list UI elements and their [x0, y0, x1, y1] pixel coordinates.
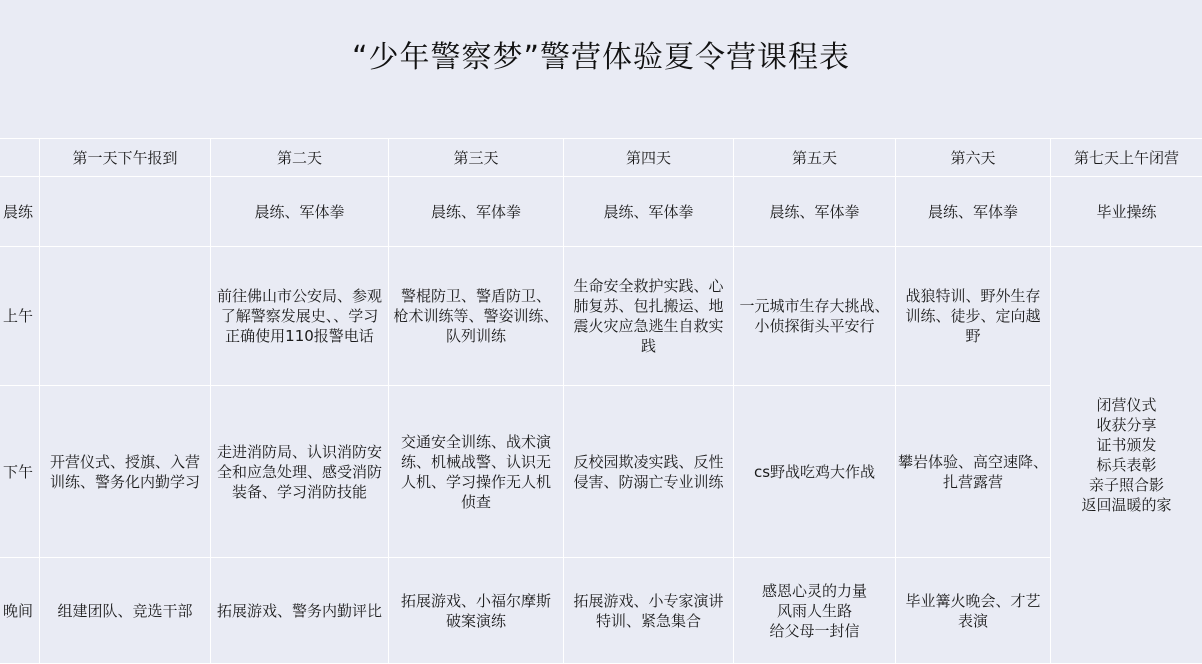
table-cell: 交通安全训练、战术演 练、机械战警、认识无 人机、学习操作无人机 侦查: [389, 386, 564, 558]
table-cell: 反校园欺凌实践、反性 侵害、防溺亡专业训练: [564, 386, 734, 558]
closing-ceremony-cell: 闭营仪式 收获分享 证书颁发 标兵表彰 亲子照合影 返回温暖的家: [1051, 247, 1202, 664]
table-cell: cs野战吃鸡大作战: [734, 386, 896, 558]
table-cell: [40, 247, 211, 386]
table-cell: 毕业操练: [1051, 177, 1202, 247]
table-cell: 前往佛山市公安局、参观 了解警察发展史、、学习 正确使用110报警电话: [211, 247, 389, 386]
table-cell: 拓展游戏、警务内勤评比: [211, 558, 389, 664]
table-cell: 一元城市生存大挑战、 小侦探街头平安行: [734, 247, 896, 386]
table-cell: 感恩心灵的力量 风雨人生路 给父母一封信: [734, 558, 896, 664]
table-cell: 走进消防局、认识消防安 全和应急处理、感受消防 装备、学习消防技能: [211, 386, 389, 558]
schedule-table: [0, 138, 1202, 664]
table-cell: 组建团队、竞选干部: [40, 558, 211, 664]
row-label-evening: 晚间: [0, 558, 40, 664]
column-header-day7: 第七天上午闭营: [1051, 139, 1202, 177]
table-cell: 战狼特训、野外生存 训练、徒步、定向越 野: [896, 247, 1051, 386]
column-header-day1: 第一天下午报到: [40, 139, 211, 177]
table-cell: 晨练、军体拳: [734, 177, 896, 247]
table-cell: 拓展游戏、小专家演讲 特训、紧急集合: [564, 558, 734, 664]
row-label-morning: 上午: [0, 247, 40, 386]
page-title: “少年警察梦”警营体验夏令营课程表: [351, 40, 851, 75]
table-cell: 晨练、军体拳: [389, 177, 564, 247]
table-cell: 开营仪式、授旗、入营 训练、警务化内勤学习: [40, 386, 211, 558]
table-cell: 生命安全救护实践、心 肺复苏、包扎搬运、地 震火灾应急逃生自救实 践: [564, 247, 734, 386]
table-cell: 晨练、军体拳: [564, 177, 734, 247]
column-header-day3: 第三天: [389, 139, 564, 177]
table-cell: 晨练、军体拳: [896, 177, 1051, 247]
table-cell: 警棍防卫、警盾防卫、 枪术训练等、警姿训练、 队列训练: [389, 247, 564, 386]
table-cell: 拓展游戏、小福尔摩斯 破案演练: [389, 558, 564, 664]
row-label-afternoon: 下午: [0, 386, 40, 558]
table-cell: 攀岩体验、高空速降、 扎营露营: [896, 386, 1051, 558]
column-header-day2: 第二天: [211, 139, 389, 177]
column-header-day4: 第四天: [564, 139, 734, 177]
column-header-day5: 第五天: [734, 139, 896, 177]
table-cell: 晨练、军体拳: [211, 177, 389, 247]
table-cell: 毕业篝火晚会、才艺 表演: [896, 558, 1051, 664]
table-cell: [40, 177, 211, 247]
row-label-morning-exercise: 晨练: [0, 177, 40, 247]
header-corner: [0, 139, 40, 177]
column-header-day6: 第六天: [896, 139, 1051, 177]
